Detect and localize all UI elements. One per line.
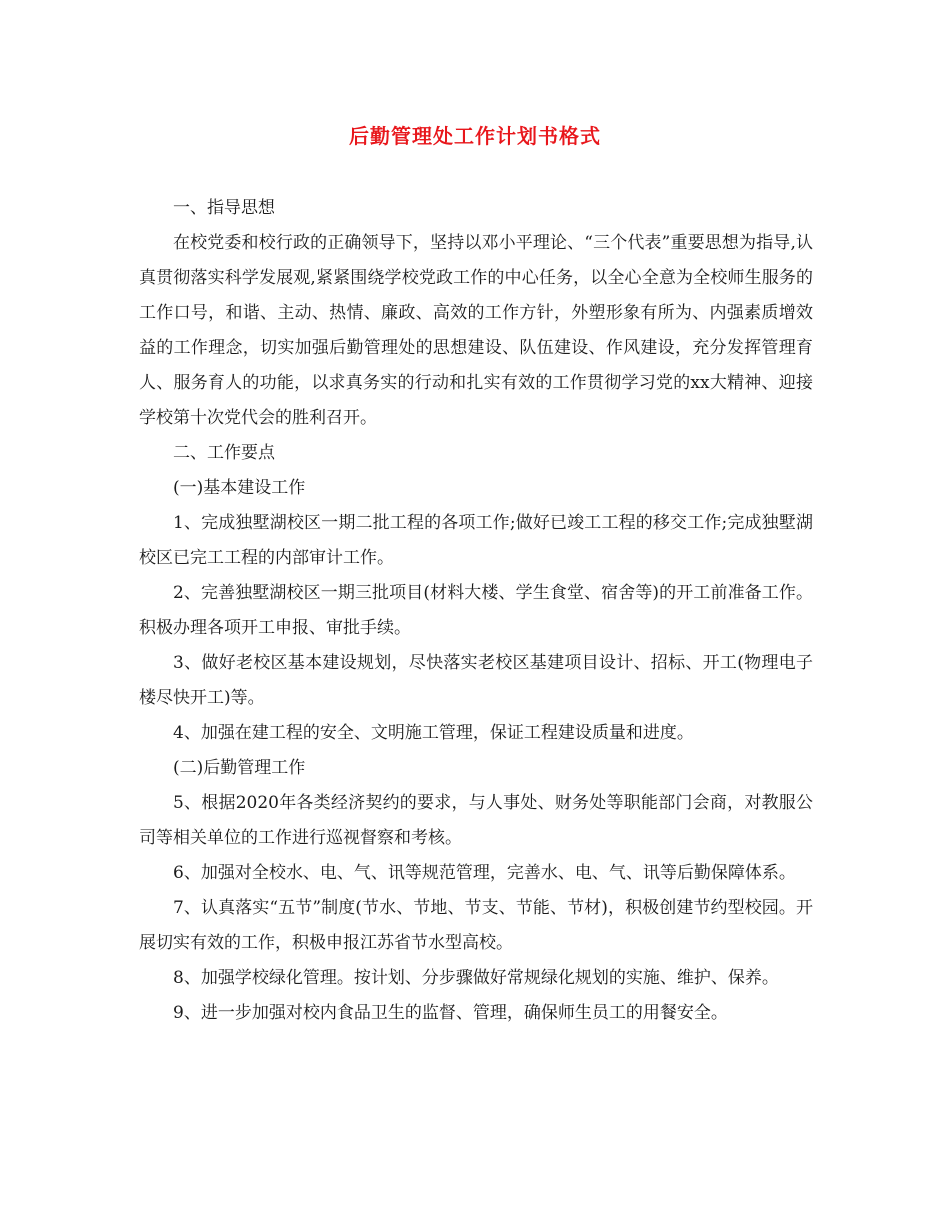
list-item-1: 1、完成独墅湖校区一期二批工程的各项工作;做好已竣工工程的移交工作;完成独墅湖校区已完工工程的内部审计工作。 (139, 513, 813, 568)
list-item-6: 6、加强对全校水、电、气、讯等规范管理，完善水、电、气、讯等后勤保障体系。 (173, 863, 796, 883)
list-item-3: 3、做好老校区基本建设规划，尽快落实老校区基建项目设计、招标、开工(物理电子楼尽快开工)等。 (139, 653, 813, 708)
list-item-7: 7、认真落实“五节”制度(节水、节地、节支、节能、节材)，积极创建节约型校园。开展切实有效的工作，积极申报江苏省节水型高校。 (139, 898, 813, 953)
list-item-2: 2、完善独墅湖校区一期三批项目(材料大楼、学生食堂、宿舍等)的开工前准备工作。积极办理各项开工申报、审批手续。 (139, 583, 813, 638)
subsection-heading-construction: (一)基本建设工作 (173, 478, 306, 498)
list-item-5: 5、根据2020年各类经济契约的要求，与人事处、财务处等职能部门会商，对教服公司等相关单位的工作进行巡视督察和考核。 (139, 793, 813, 848)
section-heading-guiding-ideology: 一、指导思想 (173, 198, 275, 218)
paragraph-guiding-ideology: 在校党委和校行政的正确领导下，坚持以邓小平理论、“三个代表”重要思想为指导,认真贯彻落实科学发展观,紧紧围绕学校党政工作的中心任务，以全心全意为全校师生服务的工作口号，和谐、主动、热情、廉政、高效的工作方针，外塑形象有所为、内强素质增效益的工作理念，切实加强后勤管理处的思想建设、队伍建设、作风建设，充分发挥管理育人、服务育人的功能，以求真务实的行动和扎实有效的工作贯彻学习党的xx大精神、迎接学校第十次党代会的胜利召开。 (139, 233, 813, 428)
section-heading-work-points: 二、工作要点 (173, 443, 275, 463)
list-item-4: 4、加强在建工程的安全、文明施工管理，保证工程建设质量和进度。 (173, 723, 694, 743)
list-item-9: 9、进一步加强对校内食品卫生的监督、管理，确保师生员工的用餐安全。 (173, 1003, 728, 1023)
document-title: 后勤管理处工作计划书格式 (349, 124, 601, 148)
document-body (139, 191, 813, 1031)
subsection-heading-logistics: (二)后勤管理工作 (173, 758, 306, 778)
list-item-8: 8、加强学校绿化管理。按计划、分步骤做好常规绿化规划的实施、维护、保养。 (173, 968, 779, 988)
